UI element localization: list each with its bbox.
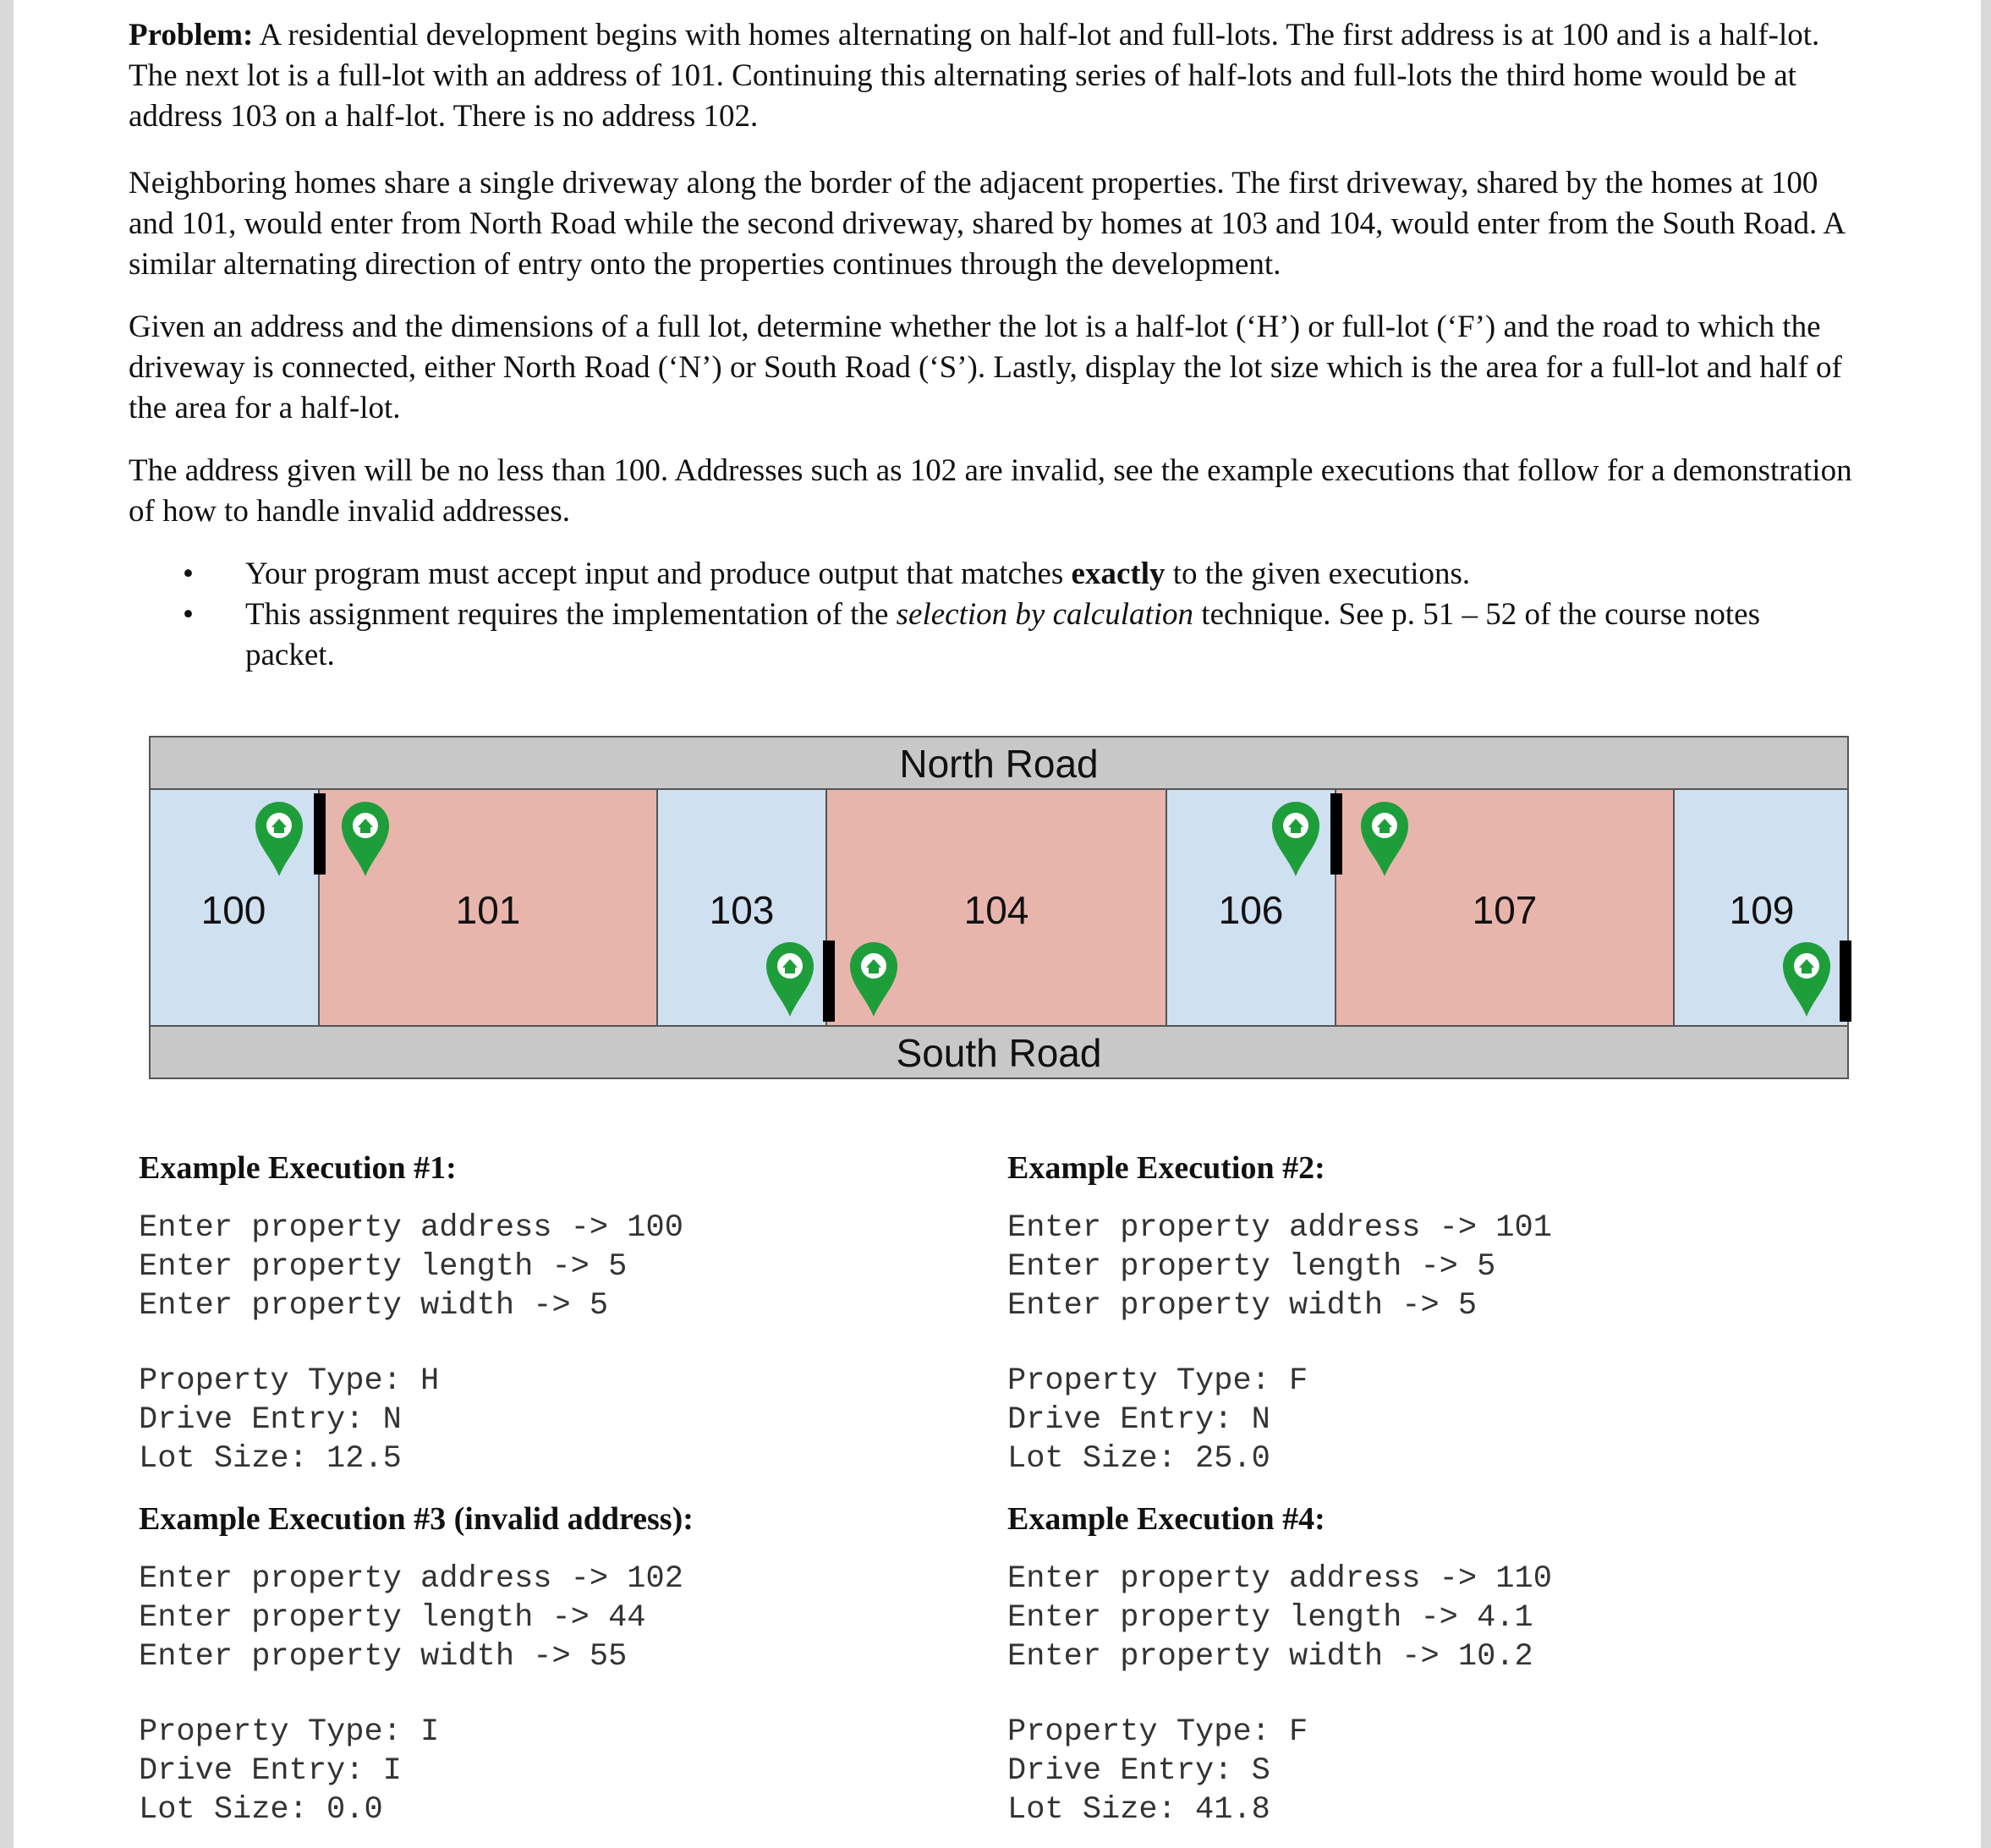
requirements-list xyxy=(178,554,1785,676)
lot-address: 101 xyxy=(455,888,521,932)
lot-diagram xyxy=(149,736,1851,1083)
list-item: • Your program must accept input and produce output that matches exactly to the given executions. xyxy=(178,554,1785,595)
driveway-north-100-101 xyxy=(314,793,326,875)
north-road: North Road xyxy=(149,736,1849,790)
problem-paragraph-1 xyxy=(129,15,1871,137)
list-item: • This assignment requires the implementation of the selection by calculation technique. See p. 51 – 52 of the course notes packet. xyxy=(178,595,1785,676)
driveway-south-103-104 xyxy=(823,940,835,1022)
example-2-outputs: Property Type: F Drive Entry: N Lot Size: 25.0 xyxy=(1007,1363,1308,1477)
example-2-inputs: Enter property address -> 101 Enter property length -> 5 Enter property width -> 5 xyxy=(1007,1210,1552,1324)
home-pin-icon xyxy=(1359,800,1410,878)
home-pin-icon xyxy=(254,800,304,878)
example-3-outputs: Property Type: I Drive Entry: I Lot Size: 0.0 xyxy=(139,1714,440,1828)
lot-address: 109 xyxy=(1729,888,1795,932)
lot-address: 106 xyxy=(1218,888,1284,932)
example-4-title: Example Execution #4: xyxy=(1007,1501,1325,1537)
problem-text-1: A residential development begins with homes alternating on half-lot and full-lots. The first address is at 100 and is a half-lot. The next lot is a full-lot with an address of 101. Continuing this alternating series of half-lots and full-lots the third home would be at address 103 on a half-lot. There is no address 102. xyxy=(129,18,1820,134)
page-left-margin xyxy=(0,0,14,1848)
example-4-inputs: Enter property address -> 110 Enter property length -> 4.1 Enter property width -> 10.2 xyxy=(1007,1561,1552,1675)
lot-address: 104 xyxy=(963,888,1029,932)
lot-address: 100 xyxy=(200,888,266,932)
bullet-icon: • xyxy=(183,557,194,591)
lot-address: 107 xyxy=(1472,888,1538,932)
home-pin-icon xyxy=(765,940,815,1018)
example-4-outputs: Property Type: F Drive Entry: S Lot Size: 41.8 xyxy=(1007,1714,1308,1828)
bullet-icon: • xyxy=(183,597,194,632)
home-pin-icon xyxy=(848,940,899,1018)
problem-paragraph-4: The address given will be no less than 100. Addresses such as 102 are invalid, see the example executions that follow for a demonstration of how to handle invalid addresses. xyxy=(129,453,1852,529)
home-pin-icon xyxy=(1781,940,1832,1018)
lot-address: 103 xyxy=(709,888,775,932)
south-road: South Road xyxy=(149,1025,1849,1079)
example-3-inputs: Enter property address -> 102 Enter property length -> 44 Enter property width -> 55 xyxy=(139,1561,683,1675)
example-3-title: Example Execution #3 (invalid address): xyxy=(139,1501,694,1537)
page-right-margin xyxy=(1981,0,1991,1848)
example-1-title: Example Execution #1: xyxy=(139,1150,457,1186)
problem-label: Problem: xyxy=(129,18,254,52)
problem-paragraph-2: Neighboring homes share a single driveway along the border of the adjacent properties. The first driveway, shared by the homes at 100 and 101, would enter from North Road while the second driveway, shared by homes at 103 and 104, would enter from the South Road. A similar alternating direction of entry onto the properties continues through the development. xyxy=(129,166,1845,282)
example-2-title: Example Execution #2: xyxy=(1007,1150,1325,1186)
problem-paragraph-3: Given an address and the dimensions of a full lot, determine whether the lot is a half-lot (‘H’) or full-lot (‘F’) and the road to which the driveway is connected, either North Road (‘N’) or South Road (‘S’). Lastly, display the lot size which is the area for a full-lot and half of the area for a half-lot. xyxy=(129,310,1842,425)
driveway-south-109 xyxy=(1840,940,1851,1022)
example-1-inputs: Enter property address -> 100 Enter property length -> 5 Enter property width -> 5 xyxy=(139,1210,683,1324)
home-pin-icon xyxy=(340,800,391,878)
example-1-outputs: Property Type: H Drive Entry: N Lot Size: 12.5 xyxy=(139,1363,440,1477)
home-pin-icon xyxy=(1270,800,1321,878)
driveway-north-106-107 xyxy=(1330,793,1342,875)
